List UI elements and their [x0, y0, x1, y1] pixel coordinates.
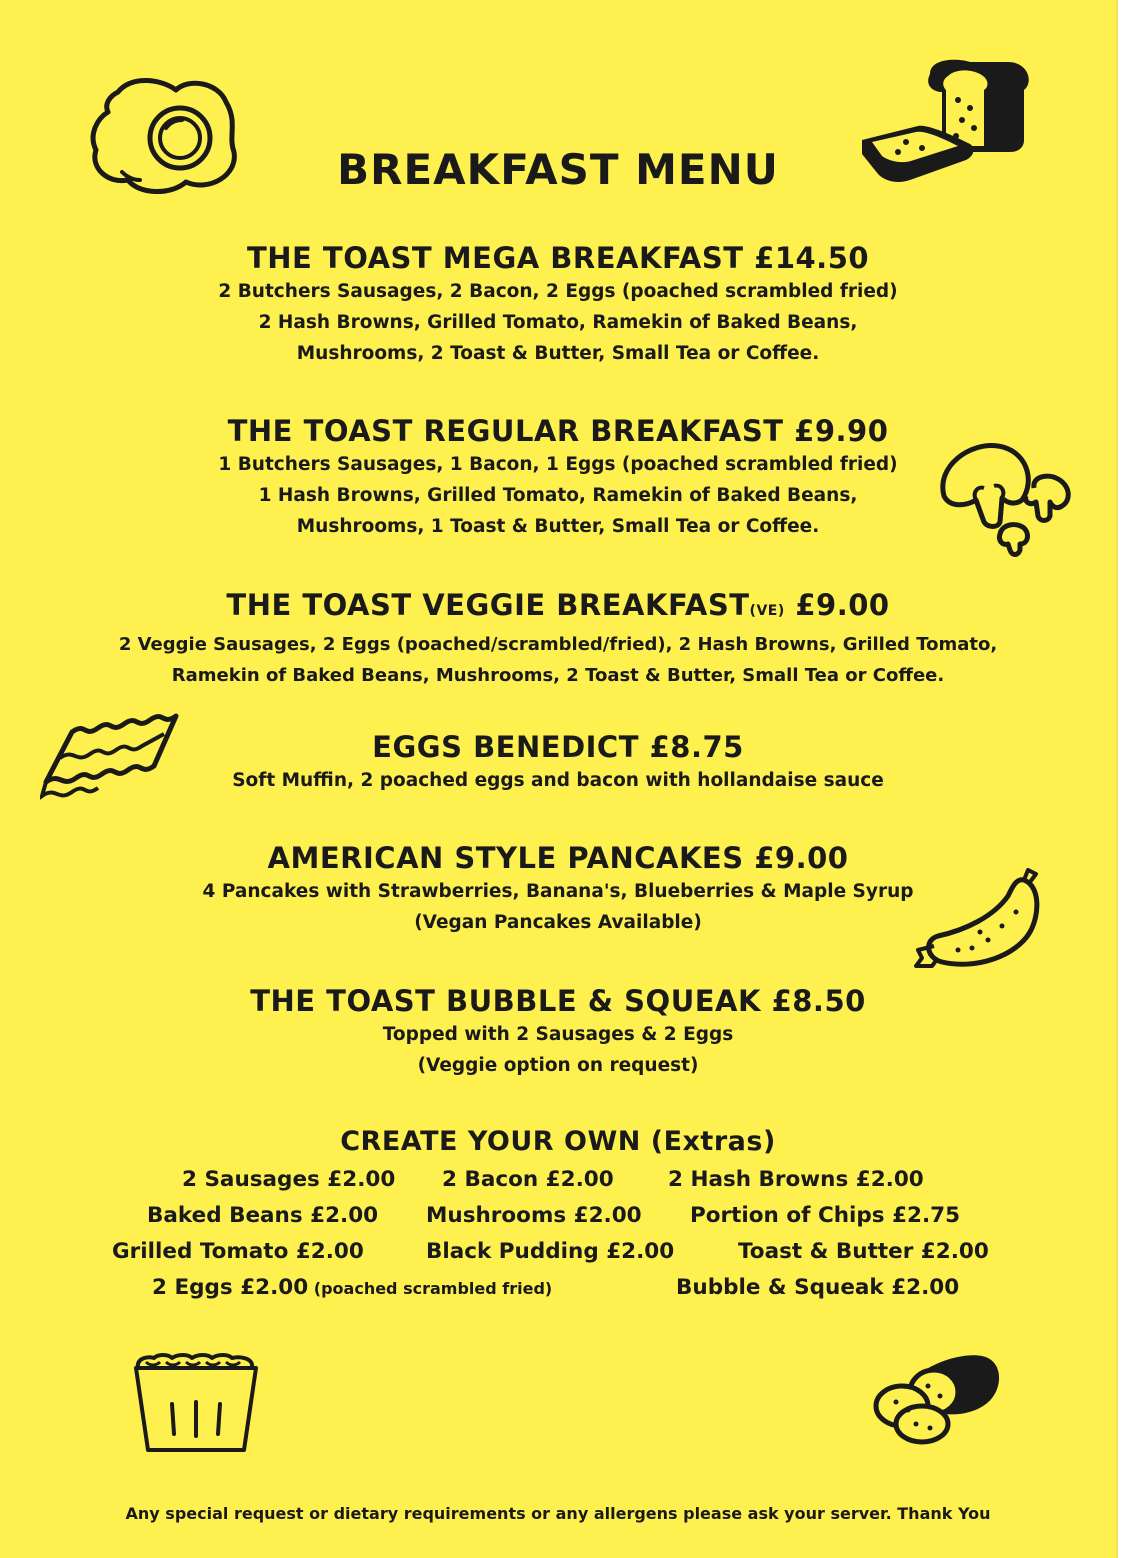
- menu-item-title: [0, 587, 1116, 629]
- menu-item-bubble-squeak: [0, 983, 1116, 1081]
- menu-item-desc-line: (Vegan Pancakes Available): [414, 912, 702, 933]
- menu-item-desc-line: Topped with 2 Sausages & 2 Eggs: [382, 1024, 734, 1045]
- menu-item-desc-line: Soft Muffin, 2 poached eggs and bacon with hollandaise sauce: [232, 770, 884, 791]
- menu-item-title: AMERICAN STYLE PANCAKES £9.00: [267, 841, 849, 875]
- extras-item: Toast & Butter £2.00: [738, 1239, 989, 1264]
- extras-item: Grilled Tomato £2.00: [112, 1239, 364, 1264]
- extras-item-eggs-text: 2 Eggs £2.00: [152, 1275, 309, 1300]
- menu-item-mega: [0, 240, 1116, 369]
- extras-item: Mushrooms £2.00: [426, 1203, 642, 1228]
- menu-item-eggs-benedict: [0, 729, 1116, 796]
- menu-item-desc-line: 1 Butchers Sausages, 1 Bacon, 1 Eggs (poached scrambled fried): [218, 454, 898, 475]
- menu-item-veggie: [0, 587, 1116, 691]
- menu-item-desc-line: 2 Butchers Sausages, 2 Bacon, 2 Eggs (poached scrambled fried): [218, 281, 898, 302]
- allergen-footer: Any special request or dietary requirements or any allergens please ask your server. Thank You: [125, 1504, 991, 1523]
- menu-item-desc-line: Mushrooms, 1 Toast & Butter, Small Tea or Coffee.: [296, 516, 820, 537]
- chips-bucket-icon: [132, 1352, 260, 1456]
- menu-item-title: THE TOAST MEGA BREAKFAST £14.50: [246, 241, 870, 275]
- menu-title: BREAKFAST MENU: [337, 145, 779, 194]
- extras-item: Baked Beans £2.00: [147, 1203, 379, 1228]
- vegan-tag: (VE): [749, 603, 785, 619]
- menu-item-desc-line: Ramekin of Baked Beans, Mushrooms, 2 Toast & Butter, Small Tea or Coffee.: [171, 665, 945, 686]
- menu-item-desc-line: Mushrooms, 2 Toast & Butter, Small Tea or Coffee.: [296, 343, 820, 364]
- extras-item: Black Pudding £2.00: [426, 1239, 675, 1264]
- menu-item-desc-line: 1 Hash Browns, Grilled Tomato, Ramekin of Baked Beans,: [258, 485, 858, 506]
- menu-item-pancakes: [0, 840, 1116, 938]
- extras-title-suffix: (Extras): [640, 1126, 776, 1157]
- extras-item: Bubble & Squeak £2.00: [676, 1275, 960, 1300]
- menu-item-desc-line: 4 Pancakes with Strawberries, Banana's, Blueberries & Maple Syrup: [202, 881, 914, 902]
- extras-section: [0, 1124, 1116, 1160]
- extras-item-eggs-note: (poached scrambled fried): [308, 1279, 553, 1298]
- extras-title-text: CREATE YOUR OWN: [340, 1126, 641, 1157]
- extras-item: 2 Sausages £2.00: [182, 1167, 396, 1192]
- black-pudding-icon: [872, 1350, 1002, 1446]
- menu-item-title: THE TOAST BUBBLE & SQUEAK £8.50: [250, 984, 866, 1018]
- menu-item-desc-line: 2 Hash Browns, Grilled Tomato, Ramekin of Baked Beans,: [258, 312, 858, 333]
- extras-item-eggs: [152, 1275, 552, 1300]
- extras-item: Portion of Chips £2.75: [690, 1203, 961, 1228]
- extras-item: 2 Bacon £2.00: [442, 1167, 614, 1192]
- menu-item-regular: [0, 413, 1116, 542]
- menu-item-price: £9.00: [784, 588, 890, 622]
- extras-title: [0, 1124, 1116, 1160]
- menu-item-desc-line: (Veggie option on request): [417, 1055, 699, 1076]
- menu-item-title: THE TOAST REGULAR BREAKFAST £9.90: [227, 414, 889, 448]
- menu-item-desc-line: 2 Veggie Sausages, 2 Eggs (poached/scrambled/fried), 2 Hash Browns, Grilled Tomato,: [118, 634, 998, 655]
- menu-item-title-text: THE TOAST VEGGIE BREAKFAST: [226, 588, 750, 622]
- extras-item: 2 Hash Browns £2.00: [668, 1167, 924, 1192]
- menu-item-title: EGGS BENEDICT £8.75: [372, 730, 744, 764]
